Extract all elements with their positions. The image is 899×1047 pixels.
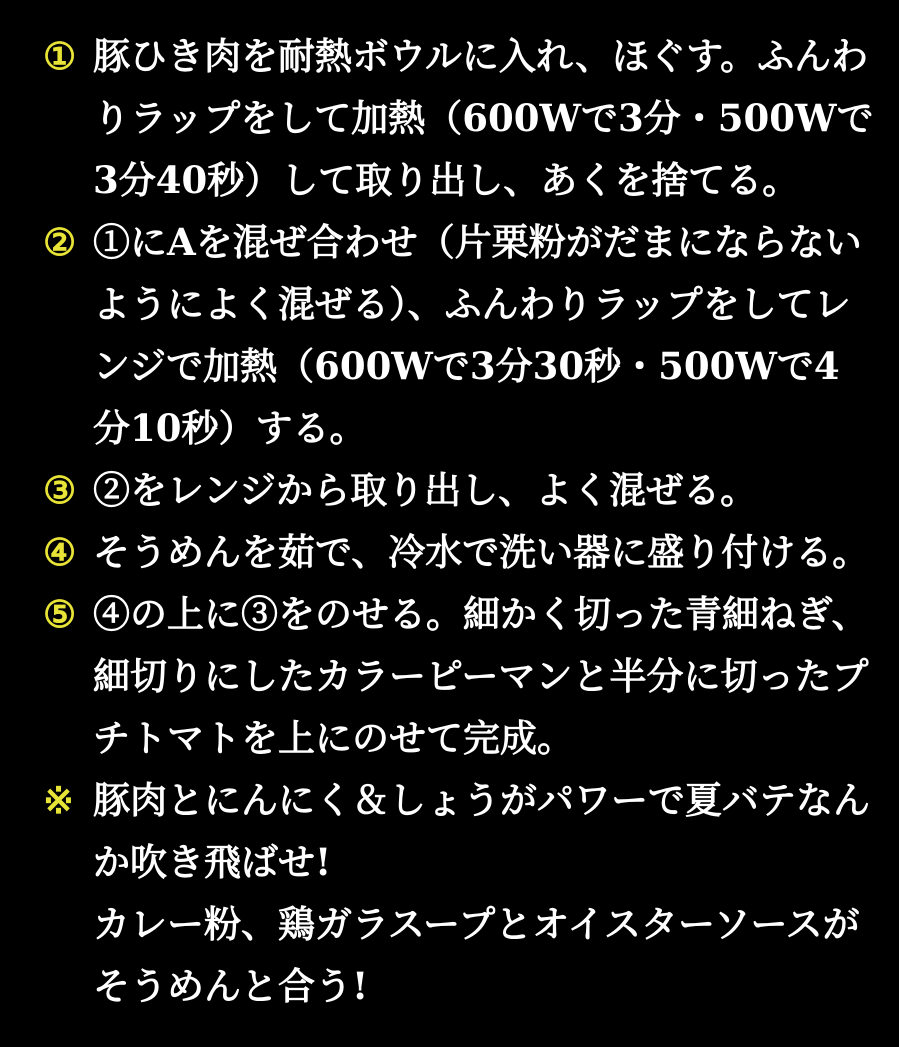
step-number-badge: ④: [43, 530, 77, 574]
step-item-4: [43, 521, 875, 583]
step-item-2: [43, 211, 875, 459]
step-item-1: [43, 25, 875, 211]
step-text: ②をレンジから取り出し、よく混ぜる。: [93, 468, 758, 512]
step-text: ④の上に③をのせる。細かく切った青細ねぎ、細切りにしたカラーピーマンと半分に切ったプチトマトを上にのせて完成。: [93, 592, 869, 760]
note-text: [93, 769, 875, 1017]
step-text: 豚ひき肉を耐熱ボウルに入れ、ほぐす。ふんわりラップをして加熱（600Wで3分・500Wで3分40秒）して取り出し、あくを捨てる。: [93, 34, 874, 202]
note-marker: ※: [43, 778, 75, 822]
step-item-5: [43, 583, 875, 769]
note-item: [43, 769, 875, 1017]
step-number-badge: ⑤: [43, 592, 77, 636]
note-line-2: カレー粉、鶏ガラスープとオイスターソースがそうめんと合う!: [93, 902, 860, 1008]
step-text: ①にAを混ぜ合わせ（片栗粉がだまにならないようによく混ぜる）、ふんわりラップをしてレンジで加熱（600Wで3分30秒・500Wで4分10秒）する。: [93, 220, 862, 450]
step-number-badge: ③: [43, 468, 77, 512]
note-line-1: 豚肉とにんにく＆しょうがパワーで夏バテなんか吹き飛ばせ!: [93, 778, 870, 884]
step-number-badge: ②: [43, 220, 77, 264]
step-number-badge: ①: [43, 34, 77, 78]
step-text: そうめんを茹で、冷水で洗い器に盛り付ける。: [93, 530, 870, 574]
step-item-3: [43, 459, 875, 521]
